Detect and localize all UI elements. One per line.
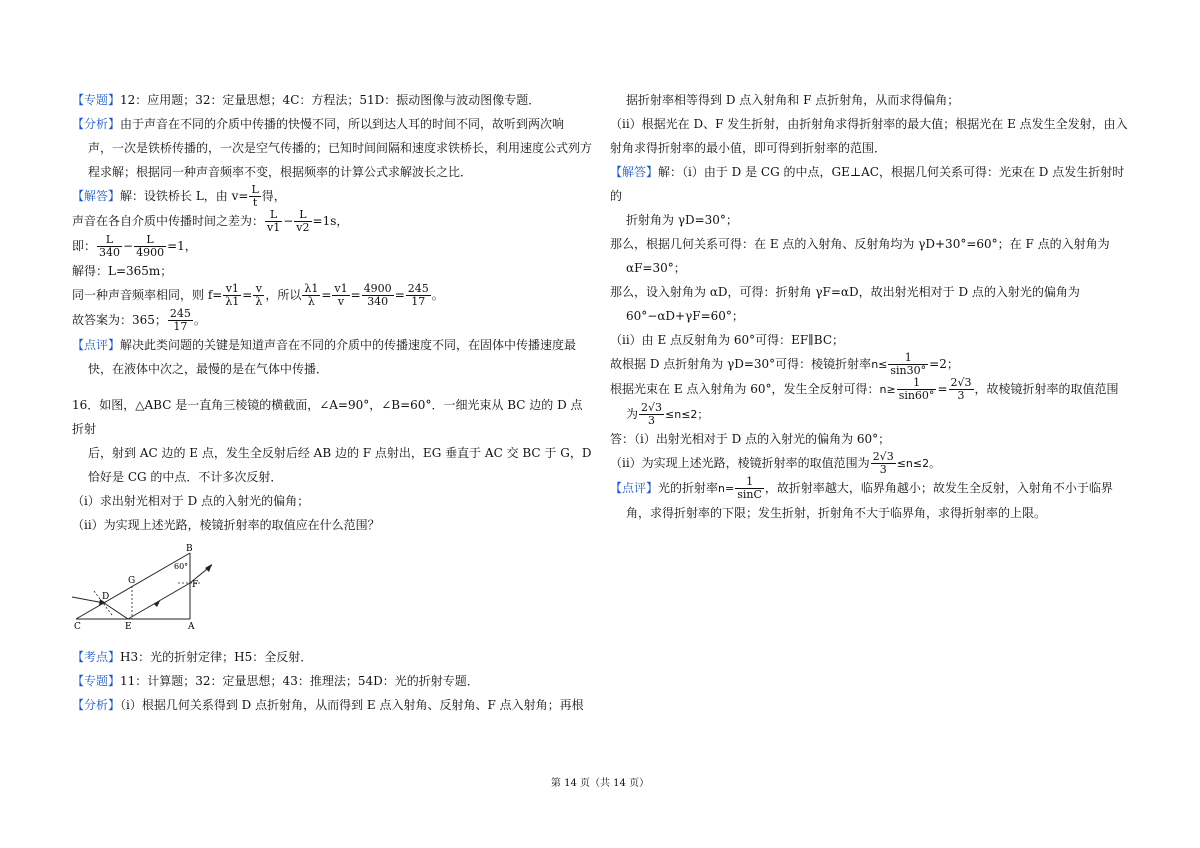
solution-text: （ii）由 E 点反射角为 60°可得：EF∥BC； bbox=[610, 333, 845, 347]
fraction: $\frac{1}{\sin C}$ bbox=[737, 475, 762, 501]
solution-text: 那么，根据几何关系可得：在 E 点的入射角、反射角均为 γD+30°=60°；在 F 点的入射角为 bbox=[610, 237, 1110, 251]
zhuanti-line-2: 【专题】11：计算题；32：定量思想；43：推理法；54D：光的折射专题． bbox=[72, 674, 479, 688]
question-16-part-i: （i）求出射光相对于 D 点的入射光的偏角； bbox=[72, 494, 310, 508]
fraction: $\frac{4900}{340}$ bbox=[363, 282, 392, 308]
angle-label: 60° bbox=[174, 562, 189, 571]
tag-fenxi: 【分析】 bbox=[72, 698, 121, 712]
fenxi-line-1 bbox=[72, 112, 592, 136]
tag-fenxi: 【分析】 bbox=[72, 117, 121, 131]
solution-line: 解得：L=365m； bbox=[72, 264, 173, 278]
fraction: $\frac{\lambda 1}{\lambda}$ bbox=[304, 282, 319, 308]
zhuanti-line-1 bbox=[72, 88, 592, 112]
fraction: $\frac{L}{340}$ bbox=[99, 233, 121, 259]
prism-figure bbox=[72, 541, 592, 639]
fraction: $\frac{v1}{\lambda 1}$ bbox=[225, 282, 240, 308]
range-line: 为 $\frac{2√3}{3}$ ≤n≤2； bbox=[626, 401, 709, 427]
dianping-line-2: 【点评】光的折射率n= $\frac{1}{\sin C}$ ，故折射率越大，临界角越小；故发生全反射，入射角不小于临界 bbox=[610, 475, 1113, 501]
fenxi-cont: 声，一次是铁桥传播的，一次是空气传播的；已知时间间隔和速度求铁桥长，利用速度公式列方程求解；根据同一种声音频率不变，根据频率的计算公式求解波长之比． bbox=[88, 141, 593, 179]
dianping-cont: 快，在液体中次之，最慢的是在气体中传播． bbox=[88, 362, 329, 376]
fraction: $\frac{v}{\lambda}$ bbox=[255, 282, 263, 308]
analysis-part-ii: （ii）根据光在 D、F 发生折射，由折射角求得折射率的最大值；根据光在 E 点发生全发射，由入射角求得折射率的最小值，即可得到折射率的范围． bbox=[610, 117, 1128, 155]
tag-zhuanti: 【专题】 bbox=[72, 674, 121, 688]
solution-text: 60°−αD+γF=60°； bbox=[626, 309, 744, 323]
question-16: 16．如图，△ABC 是一直角三棱镜的横截面，∠A=90°，∠B=60°．一细光束从 BC 边的 D 点折射 bbox=[72, 398, 583, 436]
tag-jieda: 【解答】 bbox=[610, 165, 659, 179]
jieda-pre: 解：设铁桥长 L，由 v= bbox=[120, 189, 249, 203]
tag-zhuanti: 【专题】 bbox=[72, 93, 121, 107]
question-16-cont: 后，射到 AC 边的 E 点，发生全反射后经 AB 边的 F 点射出，EG 垂直于 AC 交 BC 于 G，D 恰好是 CG 的中点．不计多次反射． bbox=[88, 446, 592, 484]
tag-dianping: 【点评】 bbox=[610, 481, 659, 495]
solution-text: 那么，设入射角为 αD，可得：折射角 γF=αD，故出射光相对于 D 点的入射光的偏角为 bbox=[610, 285, 1080, 299]
label-G: G bbox=[128, 576, 136, 586]
frequency-line: 同一种声音频率相同，则 f= $\frac{v1}{\lambda 1}$ = $\frac{v}{\lambda}$ ，所以 $\frac{\lambda 1}{\lambda}$ = $\frac{v1}{v}$ = $\frac{4900}{340}$ = $\frac{245}{17}$ 。 bbox=[72, 282, 444, 308]
answer-i: 答：（i）出射光相对于 D 点的入射光的偏角为 60°； bbox=[610, 432, 891, 446]
fraction: $\frac{2√3}{3}$ bbox=[950, 376, 972, 402]
fraction: $\frac{245}{17}$ bbox=[407, 282, 429, 308]
solution-text: αF=30°； bbox=[626, 261, 686, 275]
jieda-line-1 bbox=[72, 184, 592, 209]
jieda-cont: 折射角为 γD=30°； bbox=[626, 213, 738, 227]
label-C: C bbox=[74, 622, 81, 631]
dianping-line-1: 【点评】解决此类问题的关键是知道声音在不同的介质中的传播速度不同，在固体中传播速度最 bbox=[72, 338, 577, 352]
time-diff-line: 声音在各自介质中传播时间之差为： $\frac{L}{v1}$ − $\frac{L}{v2}$ =1s， bbox=[72, 208, 349, 234]
left-column bbox=[72, 88, 592, 717]
fenxi-text: 由于声音在不同的介质中传播的快慢不同，所以到达人耳的时间不同，故听到两次响 bbox=[120, 117, 565, 131]
tag-jieda: 【解答】 bbox=[72, 189, 121, 203]
fraction: $\frac{L}{v1}$ bbox=[267, 208, 281, 234]
analysis-cont: 据折射率相等得到 D 点入射角和 F 点折射角，从而求得偏角； bbox=[626, 93, 960, 107]
fraction: $\frac{245}{17}$ bbox=[169, 307, 191, 333]
answer-ii: （ii）为实现上述光路，棱镜折射率的取值范围为 $\frac{2√3}{3}$ ≤n≤2。 bbox=[610, 450, 941, 476]
jieda-post: 得， bbox=[261, 189, 286, 203]
label-F: F bbox=[192, 580, 199, 590]
right-column bbox=[610, 88, 1130, 525]
fraction: $\frac{1}{\sin 30^\circ}$ bbox=[890, 351, 927, 377]
dianping-cont: 角，求得折射率的下限；发生折射，折射角不大于临界角，求得折射率的上限。 bbox=[626, 506, 1047, 520]
fraction: $\frac{2√3}{3}$ bbox=[872, 450, 894, 476]
fenxi-line-2: 【分析】（i）根据几何关系得到 D 点折射角，从而得到 E 点入射角、反射角、F 点入射角；再根 bbox=[72, 698, 584, 712]
label-A: A bbox=[188, 622, 195, 631]
label-B: B bbox=[186, 544, 193, 554]
index-max-line: 故根据 D 点折射角为 γD=30°可得：棱镜折射率n≤ $\frac{1}{\sin 30^\circ}$ =2； bbox=[610, 351, 959, 377]
label-E: E bbox=[125, 622, 132, 631]
tag-kaodian: 【考点】 bbox=[72, 650, 121, 664]
fraction: $\frac{2√3}{3}$ bbox=[641, 401, 663, 427]
kaodian-line: 【考点】H3：光的折射定律；H5：全反射． bbox=[72, 650, 313, 664]
fraction: $\frac{L}{4900}$ bbox=[136, 233, 165, 259]
index-min-line: 根据光束在 E 点入射角为 60°，发生全反射可得：n≥ $\frac{1}{\sin 60^\circ}$ = $\frac{2√3}{3}$ ，故棱镜折射率的取值范围 bbox=[610, 376, 1119, 402]
label-D: D bbox=[102, 592, 110, 602]
page-footer: 第 14 页（共 14 页） bbox=[550, 778, 650, 789]
question-16-part-ii: （ii）为实现上述光路，棱镜折射率的取值应在什么范围？ bbox=[72, 518, 380, 532]
equation-line: 即： $\frac{L}{340}$ − $\frac{L}{4900}$ =1， bbox=[72, 233, 197, 259]
zhuanti-text: 12：应用题；32：定量思想；4C：方程法；51D：振动图像与波动图像专题． bbox=[120, 93, 541, 107]
answer-line: 故答案为：365； $\frac{245}{17}$ 。 bbox=[72, 307, 206, 333]
jieda-line-2: 【解答】解：（i）由于 D 是 CG 的中点，GE⊥AC，根据几何关系可得：光束在 D 点发生折射时的 bbox=[610, 165, 1125, 203]
fraction: $\frac{L}{v2}$ bbox=[296, 208, 310, 234]
fraction: $\frac{L}{t}$ bbox=[251, 183, 259, 209]
tag-dianping: 【点评】 bbox=[72, 338, 121, 352]
fraction: $\frac{1}{\sin 60^\circ}$ bbox=[898, 376, 935, 402]
prism-diagram bbox=[72, 541, 222, 631]
fraction: $\frac{v1}{v}$ bbox=[334, 282, 348, 308]
